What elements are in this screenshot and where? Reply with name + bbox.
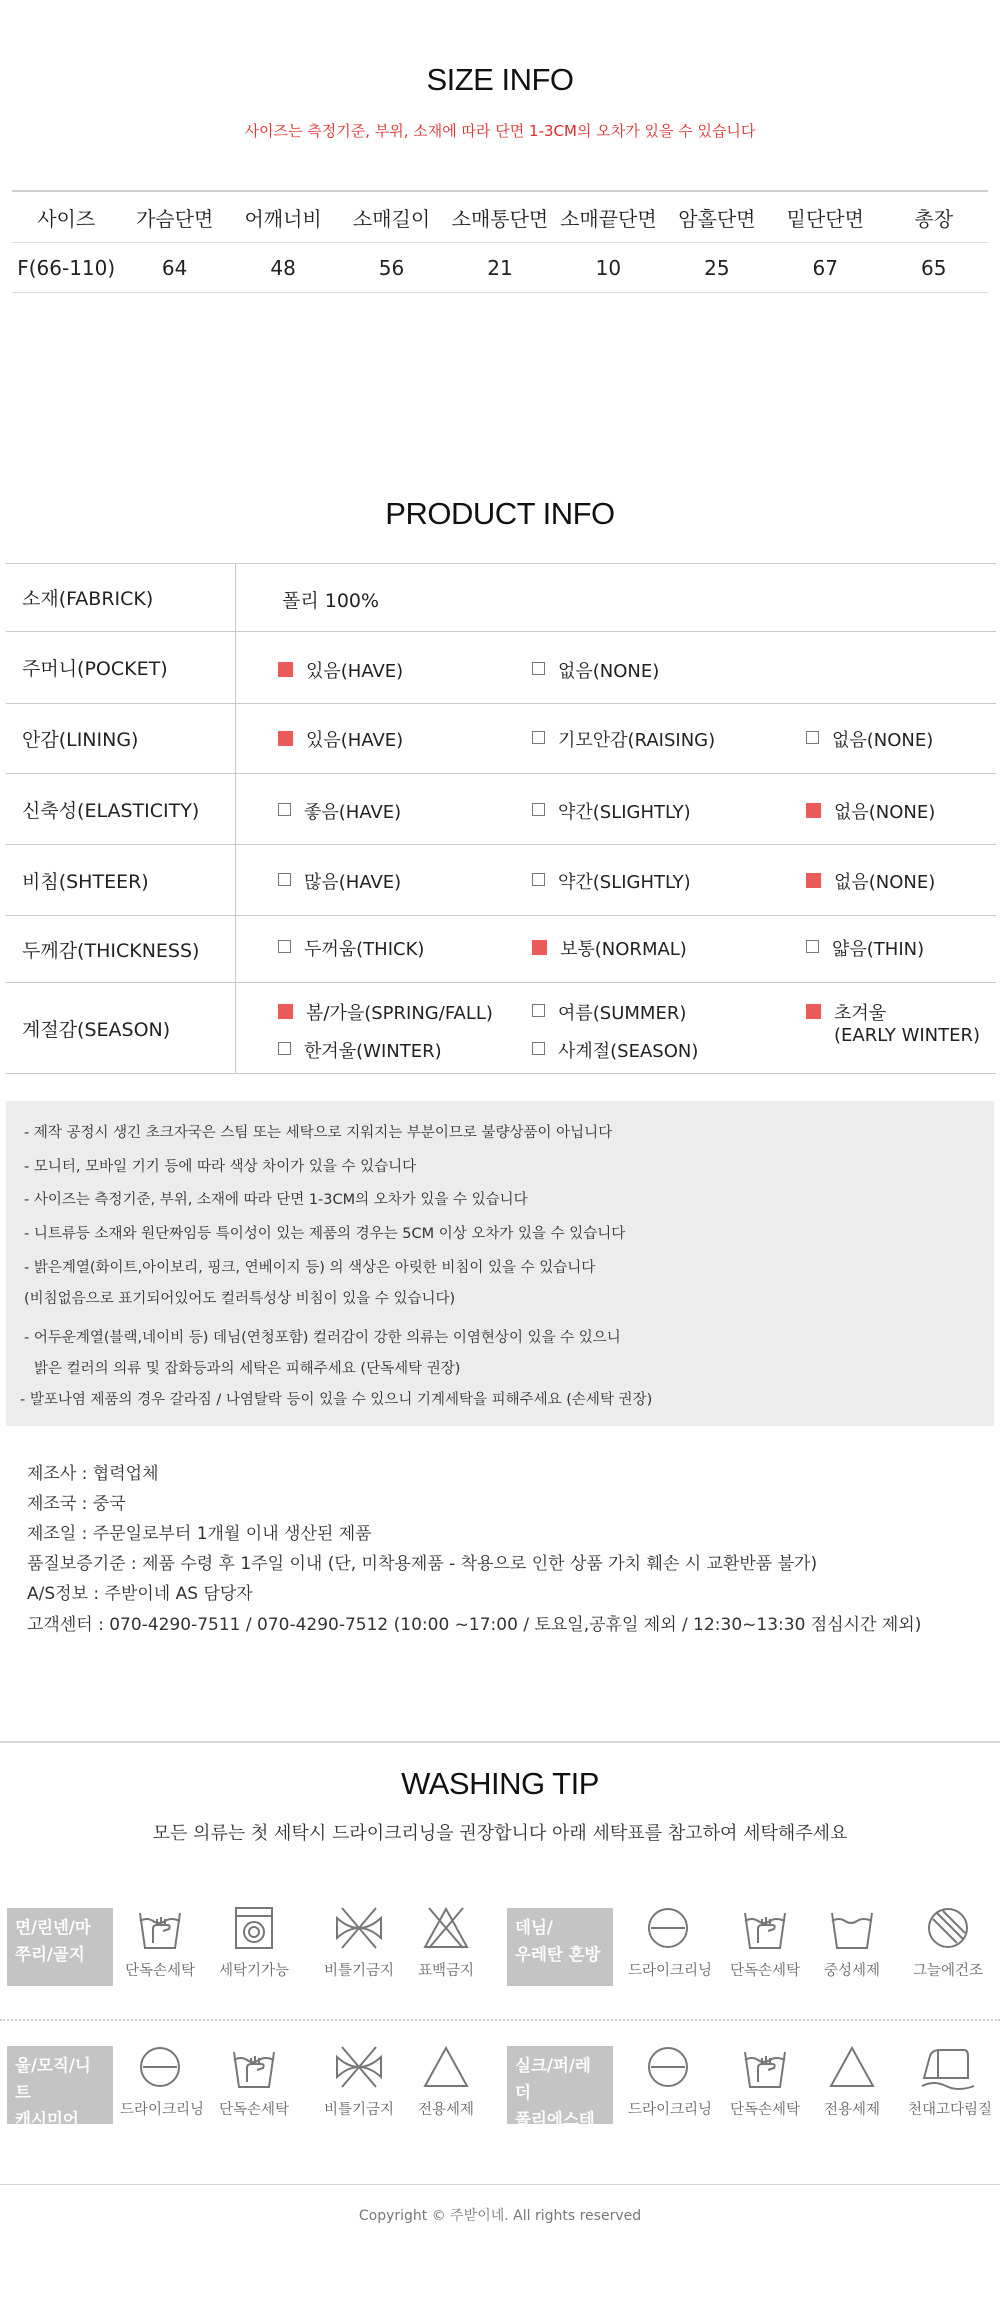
size-table <box>12 190 988 293</box>
maker-info-line: 제조사 : 협력업체 <box>27 1464 159 1484</box>
hand-wash-icon <box>214 2042 294 2119</box>
checkbox-checked <box>806 803 821 818</box>
hand-wash-icon <box>120 1903 200 1980</box>
checkbox <box>278 873 291 886</box>
notice-line: - 사이즈는 측정기준, 부위, 소재에 따라 단면 1-3CM의 오차가 있을 수 있습니다 <box>24 1192 528 1208</box>
row-label: 신축성(ELASTICITY) <box>6 774 236 844</box>
checkbox-checked <box>532 940 547 955</box>
option[interactable] <box>278 935 424 961</box>
checkbox <box>532 662 545 675</box>
option[interactable] <box>532 798 691 824</box>
checkbox <box>278 940 291 953</box>
category-line: 폴리에스테르 <box>515 2110 595 2156</box>
option[interactable] <box>532 726 715 752</box>
dry-clean-icon <box>628 2042 713 2119</box>
header-cell: 소매길이 <box>337 191 445 243</box>
iron-with-cloth-icon <box>908 2042 993 2119</box>
thickness-row <box>6 916 996 983</box>
option-label: 없음(NONE) <box>834 872 936 893</box>
option[interactable] <box>806 999 980 1046</box>
elasticity-row <box>6 774 996 845</box>
wash-label: 드라이크리닝 <box>120 2102 205 2118</box>
wash-label: 전용세제 <box>823 2102 881 2118</box>
category-line: 우레탄 혼방 <box>515 1945 601 1964</box>
wash-label: 비틀기금지 <box>323 1963 395 1979</box>
option-label: 여름(SUMMER) <box>558 1003 687 1024</box>
checkbox <box>532 731 545 744</box>
special-detergent-icon <box>812 2042 892 2119</box>
size-cell: 56 <box>337 243 445 293</box>
size-cell: 48 <box>229 243 337 293</box>
notice-line: - 모니터, 모바일 기기 등에 따라 색상 차이가 있을 수 있습니다 <box>24 1159 417 1175</box>
checkbox-checked <box>278 731 293 746</box>
row-label: 주머니(POCKET) <box>6 632 236 703</box>
option-label: 약간(SLIGHTLY) <box>558 802 691 823</box>
size-cell: 67 <box>771 243 879 293</box>
size-info-title: SIZE INFO <box>426 62 574 97</box>
size-cell: 64 <box>120 243 228 293</box>
dotted-divider <box>0 2019 1000 2021</box>
special-detergent-icon <box>406 2042 486 2119</box>
dry-clean-icon <box>628 1903 713 1980</box>
wash-label: 단독손세탁 <box>124 1963 196 1979</box>
option[interactable] <box>806 726 933 752</box>
checkbox <box>532 803 545 816</box>
maker-info-line: A/S정보 : 주받이네 AS 담당자 <box>27 1584 253 1604</box>
divider <box>0 1741 1000 1743</box>
option-label: 많음(HAVE) <box>304 872 402 893</box>
customer-center: 고객센터 : 070-4290-7511 / 070-4290-7512 (10:00 ~17:00 / 토요일,공휴일 제외 / 12:30~13:30 점심시간 제외) <box>27 1615 922 1635</box>
size-cell: 10 <box>554 243 662 293</box>
checkbox <box>806 940 819 953</box>
option[interactable] <box>278 1037 442 1063</box>
checkbox <box>278 803 291 816</box>
category-line: 울/모직/니트 <box>15 2056 91 2102</box>
checkbox-checked <box>806 873 821 888</box>
product-info-title: PRODUCT INFO <box>385 496 615 531</box>
washing-tip-title: WASHING TIP <box>401 1766 599 1801</box>
option-label: 얇음(THIN) <box>832 939 925 960</box>
shade-dry-icon <box>908 1903 988 1980</box>
option[interactable] <box>278 657 403 683</box>
no-wring-icon <box>319 1903 399 1980</box>
option-label: 없음(NONE) <box>834 802 936 823</box>
divider <box>0 2184 1000 2185</box>
copyright: Copyright © 주받이네. All rights reserved <box>358 2208 642 2224</box>
neutral-detergent-icon <box>812 1903 892 1980</box>
option[interactable] <box>532 1037 698 1063</box>
option-label <box>834 999 980 1046</box>
maker-info-line: 품질보증기준 : 제품 수령 후 1주일 이내 (단, 미착용제품 - 착용으로 인한 상품 가치 훼손 시 교환반품 불가) <box>27 1554 818 1574</box>
header-cell: 가슴단면 <box>120 191 228 243</box>
category-label <box>7 1908 113 1986</box>
option[interactable] <box>278 868 401 894</box>
wash-label: 표백금지 <box>417 1963 475 1979</box>
option[interactable] <box>532 657 659 683</box>
maker-info-line: 제조국 : 중국 <box>27 1494 126 1514</box>
option-label: 보통(NORMAL) <box>560 939 687 960</box>
option[interactable] <box>278 999 493 1025</box>
option-label: 없음(NONE) <box>832 730 934 751</box>
size-cell: 65 <box>880 243 989 293</box>
option[interactable] <box>278 798 401 824</box>
maker-info-line: 제조일 : 주문일로부터 1개월 이내 생산된 제품 <box>27 1524 372 1544</box>
dry-clean-icon <box>120 2042 205 2119</box>
option[interactable] <box>532 868 691 894</box>
option-label: 사계절(SEASON) <box>558 1041 699 1062</box>
notice-line: - 밝은계열(화이트,아이보리, 핑크, 연베이지 등) 의 색상은 아릿한 비침이 있을 수 있습니다 <box>24 1260 596 1276</box>
wash-label: 전용세제 <box>417 2102 475 2118</box>
checkbox-checked <box>278 662 293 677</box>
category-line: 실크/퍼/레더 <box>515 2056 591 2102</box>
checkbox <box>806 731 819 744</box>
option-label: 좋음(HAVE) <box>304 802 402 823</box>
header-cell: 총장 <box>880 191 989 243</box>
option-label: 기모안감(RAISING) <box>558 730 716 751</box>
row-label: 안감(LINING) <box>6 704 236 773</box>
option-label-line: 초겨울 <box>834 1003 887 1024</box>
option[interactable] <box>532 935 687 961</box>
checkbox <box>532 873 545 886</box>
wash-label: 단독손세탁 <box>729 1963 801 1979</box>
lining-row <box>6 704 996 774</box>
checkbox-checked <box>806 1004 821 1019</box>
wash-label: 드라이크리닝 <box>628 1963 713 1979</box>
wash-label: 단독손세탁 <box>729 2102 801 2118</box>
header-cell: 밑단단면 <box>771 191 879 243</box>
sheer-row <box>6 845 996 916</box>
hand-wash-icon <box>725 2042 805 2119</box>
header-cell: 소매끝단면 <box>554 191 662 243</box>
wash-label: 비틀기금지 <box>323 2102 395 2118</box>
category-line: 쭈리/골지 <box>15 1945 85 1964</box>
category-label <box>507 1908 613 1986</box>
wash-label: 천대고다림질 <box>908 2102 993 2118</box>
category-label <box>507 2046 613 2156</box>
notice-line: 밝은 컬러의 의류 및 잡화등과의 세탁은 피해주세요 (단독세탁 권장) <box>34 1361 461 1377</box>
option[interactable] <box>532 999 686 1025</box>
option-label-line: (EARLY WINTER) <box>834 1025 981 1046</box>
category-line: 캐시미어 <box>15 2110 79 2129</box>
wash-label: 그늘에건조 <box>912 1963 984 1979</box>
table-row <box>12 243 988 293</box>
notice-box <box>6 1101 994 1426</box>
row-label: 두께감(THICKNESS) <box>6 916 236 982</box>
category-label <box>7 2046 113 2129</box>
row-label: 비침(SHTEER) <box>6 845 236 915</box>
option-label: 봄/가을(SPRING/FALL) <box>306 1003 493 1024</box>
option-label: 있음(HAVE) <box>306 730 404 751</box>
notice-line: - 니트류등 소재와 원단짜임등 특이성이 있는 제품의 경우는 5CM 이상 오차가 있을 수 있습니다 <box>24 1226 626 1242</box>
notice-line: (비침없음으로 표기되어있어도 컬러특성상 비침이 있을 수 있습니다) <box>24 1291 456 1307</box>
category-line: 면/린넨/마 <box>15 1918 91 1937</box>
washing-machine-icon <box>214 1903 294 1980</box>
fabric-row <box>6 564 996 632</box>
size-cell: 25 <box>663 243 771 293</box>
option-label: 약간(SLIGHTLY) <box>558 872 691 893</box>
fabric-value: 폴리 100% <box>282 590 380 612</box>
notice-line: - 어두운계열(블랙,네이비 등) 데님(연청포함) 컬러감이 강한 의류는 이염현상이 있을 수 있으니 <box>24 1330 621 1346</box>
size-cell: F(66-110) <box>12 243 120 293</box>
product-info-table <box>6 563 996 1074</box>
option[interactable] <box>278 726 403 752</box>
no-wring-icon <box>319 2042 399 2119</box>
notice-line: - 제작 공정시 생긴 초크자국은 스팀 또는 세탁으로 지워지는 부분이므로 불량상품이 아닙니다 <box>24 1125 613 1141</box>
option[interactable] <box>806 868 935 894</box>
no-bleach-icon <box>406 1903 486 1980</box>
row-label: 소재(FABRICK) <box>6 564 236 631</box>
hand-wash-icon <box>725 1903 805 1980</box>
size-cell: 21 <box>446 243 554 293</box>
season-row <box>6 983 996 1074</box>
wash-label: 드라이크리닝 <box>628 2102 713 2118</box>
option-label: 두꺼움(THICK) <box>304 939 425 960</box>
option-label: 한겨울(WINTER) <box>304 1041 442 1062</box>
option[interactable] <box>806 798 935 824</box>
size-table-header <box>12 191 988 243</box>
row-label: 계절감(SEASON) <box>6 983 236 1073</box>
wash-label: 중성세제 <box>823 1963 881 1979</box>
checkbox <box>532 1042 545 1055</box>
header-cell: 소매통단면 <box>446 191 554 243</box>
option[interactable] <box>806 935 924 961</box>
option-label: 없음(NONE) <box>558 661 660 682</box>
checkbox <box>278 1042 291 1055</box>
notice-line: - 발포나염 제품의 경우 갈라짐 / 나염탈락 등이 있을 수 있으니 기계세탁을 피해주세요 (손세탁 권장) <box>20 1392 653 1408</box>
checkbox <box>532 1004 545 1017</box>
header-cell: 어깨너비 <box>229 191 337 243</box>
category-line: 데님/ <box>515 1918 553 1937</box>
size-note: 사이즈는 측정기준, 부위, 소재에 따라 단면 1-3CM의 오차가 있을 수 있습니다 <box>244 122 756 140</box>
option-label: 있음(HAVE) <box>306 661 404 682</box>
checkbox-checked <box>278 1004 293 1019</box>
header-cell: 사이즈 <box>12 191 120 243</box>
wash-label: 세탁기가능 <box>218 1963 290 1979</box>
header-cell: 암홀단면 <box>663 191 771 243</box>
pocket-row <box>6 632 996 704</box>
wash-label: 단독손세탁 <box>218 2102 290 2118</box>
washing-subtitle: 모든 의류는 첫 세탁시 드라이크리닝을 권장합니다 아래 세탁표를 참고하여 세탁해주세요 <box>152 1823 848 1844</box>
